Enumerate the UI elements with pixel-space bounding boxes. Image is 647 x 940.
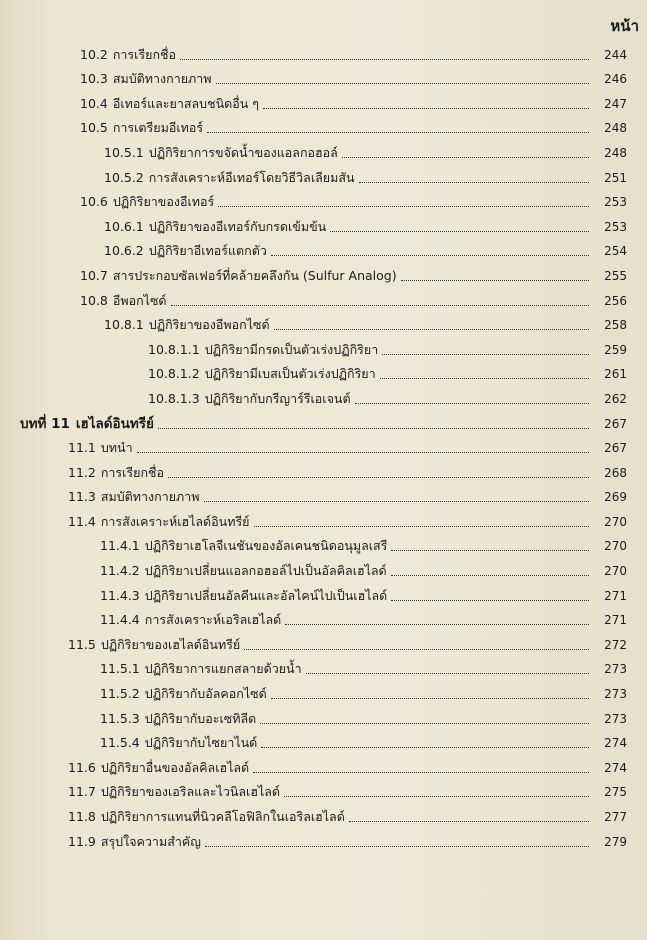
page-number: 277 [604,810,627,824]
page-number: 268 [604,465,627,480]
page-number: 274 [604,736,627,751]
toc-entry [0,802,647,827]
section-number: 10.5 [80,120,108,136]
section-title: สมบัติทางกายภาพ [112,71,212,87]
page-number: 275 [604,785,627,800]
toc-entry [0,606,647,631]
toc-entry [0,434,647,459]
section-number: 11.4.3 [100,587,140,603]
section-title: ปฏิกิริยาของเอริลและไวนิลเฮไลด์ [100,784,281,800]
leader-dots [355,403,589,404]
section-title: อีพอกไซด์ [112,292,167,308]
section-title: การเรียกชื่อ [112,46,177,62]
chapter-entry [0,409,647,434]
section-number: 11.4.2 [100,563,140,579]
section-title: ปฏิกิริยาเปลี่ยนอัลคีนและอัลไคน์ไปเป็นเฮไลด์ [144,587,388,603]
page-number: 270 [604,539,627,554]
section-number: 10.8.1.1 [148,341,200,357]
leader-dots [254,526,590,527]
section-title: ปฏิกิริยาเฮโลจีเนชันของอัลเคนชนิดอนุมูลเสรี [144,538,388,554]
toc-entry [0,188,647,213]
section-number: 10.8.1 [104,317,144,333]
toc-entry [0,679,647,704]
toc-entry [0,40,647,65]
leader-dots [401,280,589,281]
section-number: 11.7 [68,784,96,800]
leader-dots [359,182,589,183]
toc-entry [0,163,647,188]
page-number: 271 [604,588,627,603]
leader-dots [271,698,589,699]
section-title: การเรียกชื่อ [100,464,165,480]
section-number: 11.5.4 [100,735,140,751]
section-title: การสังเคราะห์เอริลเฮไลด์ [144,612,282,628]
page-number: 262 [604,391,627,406]
section-number: 10.6.2 [104,243,144,259]
leader-dots [260,723,589,724]
toc-entry [0,286,647,311]
page-number: 255 [604,268,627,283]
toc-entry [0,556,647,581]
page-number: 273 [604,711,627,726]
toc-entry [0,384,647,409]
leader-dots [216,83,589,84]
leader-dots [391,550,589,551]
leader-dots [137,452,589,453]
section-title: ปฏิกิริยาการขจัดน้ำของแอลกอฮอล์ [148,144,338,160]
section-title: ปฏิกิริยาการแทนที่นิวคลีโอฟิลิกในเอริลเฮไลด์ [100,809,345,824]
toc-entry [0,581,647,606]
leader-dots [271,255,589,256]
page-number: 248 [604,121,627,136]
section-title: ปฏิกิริยาอีเทอร์แตกตัว [148,243,267,259]
section-number: 11.5 [68,636,96,652]
section-title: ปฏิกิริยากับไซยาไนด์ [144,735,258,751]
leader-dots [342,157,589,158]
table-of-contents [0,40,647,852]
section-title: ปฏิกิริยามีกรดเป็นตัวเร่งปฏิกิริยา [204,341,379,357]
leader-dots [391,600,589,601]
toc-entry [0,729,647,754]
page-number: 251 [604,170,627,185]
leader-dots [158,428,589,429]
leader-dots [284,796,589,797]
toc-entry [0,237,647,262]
section-number: 11.9 [68,833,96,849]
leader-dots [306,673,589,674]
section-title: การสังเคราะห์อีเทอร์โดยวิธีวิลเลียมสัน [148,169,355,185]
section-title: การเตรียมอีเทอร์ [112,120,204,136]
page-number: 254 [604,244,627,259]
leader-dots [330,231,589,232]
section-title: ปฏิกิริยาของอีเทอร์กับกรดเข้มข้น [148,218,327,234]
page-number: 271 [604,613,627,628]
toc-entry [0,114,647,139]
page-number: 259 [604,342,627,357]
toc-entry [0,827,647,852]
section-number: 11.8 [68,809,96,824]
toc-entry [0,212,647,237]
section-title: สรุปใจความสำคัญ [100,833,201,849]
page-number: 256 [604,293,627,308]
section-number: 11.2 [68,464,96,480]
leader-dots [244,649,589,650]
page-column-header: หน้า [610,17,639,35]
toc-entry [0,630,647,655]
toc-entry [0,778,647,803]
section-title: ปฏิกิริยาการแยกสลายด้วยน้ำ [144,661,302,677]
section-title: ปฏิกิริยากับอัลคอกไซด์ [144,686,267,702]
section-number: 10.3 [80,71,108,87]
section-number: 10.7 [80,267,108,283]
section-number: 11.4.4 [100,612,140,628]
section-number: 10.5.1 [104,144,144,160]
toc-entry [0,89,647,114]
page-number: 261 [604,367,627,382]
section-number: 11.1 [68,440,96,456]
toc-entry [0,753,647,778]
section-title: ปฏิกิริยาเปลี่ยนแอลกอฮอล์ไปเป็นอัลคิลเฮไลด์ [144,563,387,579]
leader-dots [261,747,589,748]
toc-entry [0,311,647,336]
page-number: 270 [604,564,627,579]
section-title: ปฏิกิริยาของอีพอกไซด์ [148,317,270,333]
section-number: 11.5.2 [100,686,140,702]
leader-dots [253,772,589,773]
leader-dots [205,846,589,847]
page-number: 246 [604,72,627,87]
leader-dots [207,132,589,133]
section-title: สารประกอบซัลเฟอร์ที่คล้ายคลึงกัน (Sulfur Analog) [112,267,397,283]
toc-entry [0,532,647,557]
chapter-title: เฮไลด์อินทรีย์ [75,415,154,432]
toc-entry [0,655,647,680]
toc-entry [0,458,647,483]
page-number: 272 [604,637,627,652]
chapter-number: บทที่ 11 [20,415,70,432]
page-number: 270 [604,514,627,529]
page-number: 279 [604,834,627,849]
leader-dots [218,206,589,207]
page-number: 247 [604,96,627,111]
section-title: ปฏิกิริยาของอีเทอร์ [112,194,215,210]
section-title: การสังเคราะห์เฮไลด์อินทรีย์ [100,513,250,529]
leader-dots [263,108,589,109]
page-number: 253 [604,195,627,210]
section-number: 10.4 [80,95,108,111]
page-number: 273 [604,687,627,702]
page-number: 248 [604,145,627,160]
section-number: 11.5.1 [100,661,140,677]
section-number: 10.8.1.2 [148,366,200,382]
leader-dots [285,624,589,625]
page-number: 267 [604,416,627,431]
section-number: 11.3 [68,489,96,505]
leader-dots [204,501,589,502]
leader-dots [274,329,589,330]
leader-dots [380,378,589,379]
page-number: 258 [604,318,627,333]
toc-entry [0,507,647,532]
toc-entry [0,138,647,163]
page-number: 267 [604,441,627,456]
page-number: 244 [604,47,627,62]
section-number: 10.8.1.3 [148,390,200,406]
toc-entry [0,65,647,90]
toc-entry [0,483,647,508]
section-title: ปฏิกิริยาอื่นของอัลคิลเฮไลด์ [100,759,250,775]
page-number: 253 [604,219,627,234]
toc-entry [0,704,647,729]
section-number: 10.6 [80,194,108,210]
section-title: บทนำ [100,440,133,456]
section-number: 10.2 [80,46,108,62]
toc-entry [0,261,647,286]
section-number: 10.5.2 [104,169,144,185]
section-number: 11.4 [68,513,96,529]
section-number: 10.8 [80,292,108,308]
page-number: 269 [604,490,627,505]
section-title: ปฏิกิริยามีเบสเป็นตัวเร่งปฏิกิริยา [204,366,376,382]
leader-dots [180,59,589,60]
leader-dots [349,821,589,822]
section-number: 10.6.1 [104,218,144,234]
section-number: 11.6 [68,759,96,775]
section-title: ปฏิกิริยากับกรีญาร์รีเอเจนต์ [204,390,351,406]
section-title: ปฏิกิริยากับอะเซทิลีด [144,710,257,726]
section-title: อีเทอร์และยาสลบชนิดอื่น ๆ [112,95,259,111]
leader-dots [168,477,589,478]
page-number: 274 [604,760,627,775]
leader-dots [171,305,589,306]
section-number: 11.5.3 [100,710,140,726]
page-number: 273 [604,662,627,677]
leader-dots [391,575,589,576]
leader-dots [382,354,589,355]
section-title: สมบัติทางกายภาพ [100,489,200,505]
section-title: ปฏิกิริยาของเฮไลด์อินทรีย์ [100,636,241,652]
toc-entry [0,335,647,360]
section-number: 11.4.1 [100,538,140,554]
toc-entry [0,360,647,385]
